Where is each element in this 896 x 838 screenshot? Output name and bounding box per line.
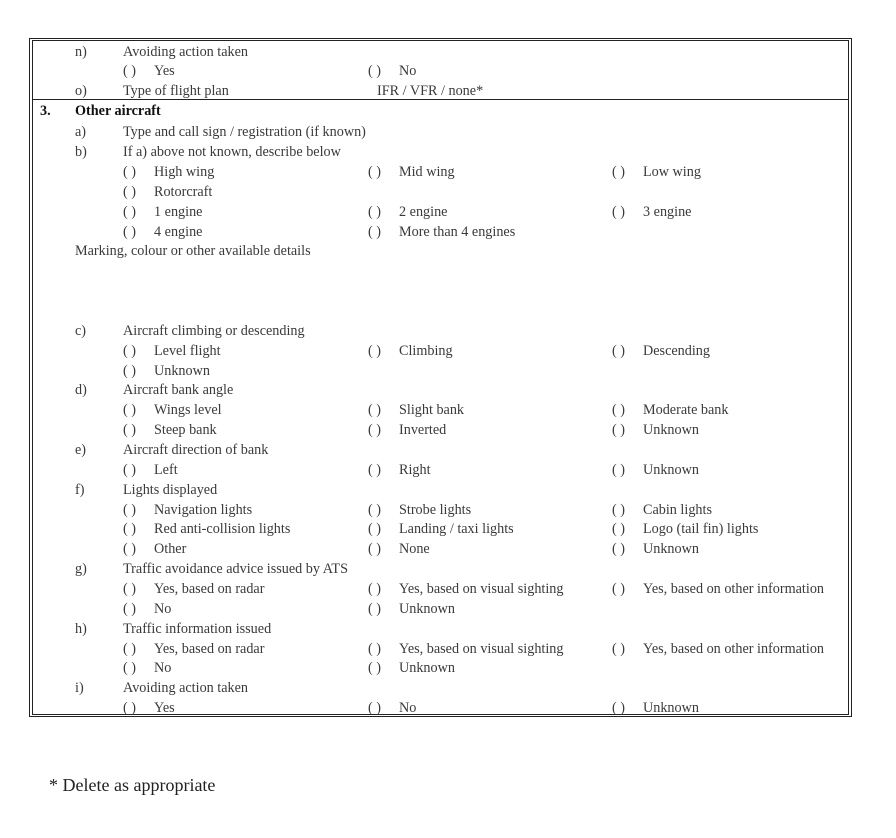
option-checkbox[interactable]: ( ) xyxy=(612,541,625,557)
option-label: Low wing xyxy=(643,164,701,180)
option-label: Unknown xyxy=(643,422,699,438)
question-number: b) xyxy=(75,144,87,160)
option-checkbox[interactable]: ( ) xyxy=(123,343,136,359)
option-label: No xyxy=(154,601,172,617)
option-checkbox[interactable]: ( ) xyxy=(368,502,381,518)
option-label: No xyxy=(399,63,417,79)
option-label: Level flight xyxy=(154,343,221,359)
question-number: i) xyxy=(75,680,84,696)
option-label: Yes, based on visual sighting xyxy=(399,581,564,597)
option-label: Yes, based on radar xyxy=(154,641,265,657)
option-label: No xyxy=(399,700,417,716)
option-label: Left xyxy=(154,462,178,478)
section-number: 3. xyxy=(40,103,51,119)
option-checkbox[interactable]: ( ) xyxy=(612,502,625,518)
option-checkbox[interactable]: ( ) xyxy=(368,402,381,418)
option-checkbox[interactable]: ( ) xyxy=(368,343,381,359)
option-checkbox[interactable]: ( ) xyxy=(368,224,381,240)
question-number: d) xyxy=(75,382,87,398)
option-label: Strobe lights xyxy=(399,502,472,518)
option-label: Landing / taxi lights xyxy=(399,521,514,537)
option-checkbox[interactable]: ( ) xyxy=(612,700,625,716)
option-label: Yes, based on radar xyxy=(154,581,265,597)
question-label: Aircraft climbing or descending xyxy=(123,323,305,339)
option-checkbox[interactable]: ( ) xyxy=(368,700,381,716)
option-checkbox[interactable]: ( ) xyxy=(612,462,625,478)
option-label: No xyxy=(154,660,172,676)
details-label: Marking, colour or other available details xyxy=(75,243,311,259)
option-checkbox[interactable]: ( ) xyxy=(368,601,381,617)
option-label: Unknown xyxy=(154,363,210,379)
option-checkbox[interactable]: ( ) xyxy=(123,204,136,220)
option-checkbox[interactable]: ( ) xyxy=(612,422,625,438)
question-label: Aircraft bank angle xyxy=(123,382,234,398)
option-label: Yes xyxy=(154,700,175,716)
option-checkbox[interactable]: ( ) xyxy=(612,402,625,418)
question-number: f) xyxy=(75,482,85,498)
question-label: If a) above not known, describe below xyxy=(123,144,341,160)
question-label: Aircraft direction of bank xyxy=(123,442,269,458)
option-checkbox[interactable]: ( ) xyxy=(123,641,136,657)
option-label: Navigation lights xyxy=(154,502,253,518)
footnote: * Delete as appropriate xyxy=(49,775,216,795)
option-checkbox[interactable]: ( ) xyxy=(123,363,136,379)
option-checkbox[interactable]: ( ) xyxy=(368,462,381,478)
option-checkbox[interactable]: ( ) xyxy=(368,541,381,557)
option-label: Mid wing xyxy=(399,164,455,180)
option-checkbox[interactable]: ( ) xyxy=(368,641,381,657)
option-label: Yes xyxy=(154,63,175,79)
option-label: Wings level xyxy=(154,402,222,418)
option-label: More than 4 engines xyxy=(399,224,516,240)
option-checkbox[interactable]: ( ) xyxy=(123,502,136,518)
option-checkbox[interactable]: ( ) xyxy=(123,601,136,617)
option-label: Inverted xyxy=(399,422,447,438)
option-label: Unknown xyxy=(399,601,455,617)
option-checkbox[interactable]: ( ) xyxy=(123,422,136,438)
option-label: Moderate bank xyxy=(643,402,729,418)
option-label: Rotorcraft xyxy=(154,184,213,200)
option-label: Climbing xyxy=(399,343,453,359)
question-label: Type and call sign / registration (if known) xyxy=(123,124,366,140)
question-number: h) xyxy=(75,621,87,637)
option-checkbox[interactable]: ( ) xyxy=(368,63,381,79)
option-checkbox[interactable]: ( ) xyxy=(368,204,381,220)
option-checkbox[interactable]: ( ) xyxy=(368,521,381,537)
section-divider xyxy=(33,99,848,100)
option-label: Red anti-collision lights xyxy=(154,521,291,537)
option-label: Slight bank xyxy=(399,402,465,418)
option-label: Yes, based on other information xyxy=(643,641,825,657)
option-label: Unknown xyxy=(643,541,699,557)
question-number: g) xyxy=(75,561,87,577)
option-label: 3 engine xyxy=(643,204,692,220)
question-number: a) xyxy=(75,124,87,140)
option-checkbox[interactable]: ( ) xyxy=(612,521,625,537)
option-checkbox[interactable]: ( ) xyxy=(123,521,136,537)
option-checkbox[interactable]: ( ) xyxy=(123,224,136,240)
option-label: Logo (tail fin) lights xyxy=(643,521,759,537)
option-checkbox[interactable]: ( ) xyxy=(612,164,625,180)
option-label: Yes, based on other information xyxy=(643,581,825,597)
option-label: Other xyxy=(154,541,187,557)
question-label: Traffic information issued xyxy=(123,621,272,637)
option-checkbox[interactable]: ( ) xyxy=(368,422,381,438)
question-label: Avoiding action taken xyxy=(123,44,249,60)
option-label: 2 engine xyxy=(399,204,448,220)
option-checkbox[interactable]: ( ) xyxy=(123,700,136,716)
option-checkbox[interactable]: ( ) xyxy=(612,641,625,657)
question-label: Traffic avoidance advice issued by ATS xyxy=(123,561,348,577)
option-label: Right xyxy=(399,462,431,478)
option-checkbox[interactable]: ( ) xyxy=(123,541,136,557)
question-label: Type of flight plan xyxy=(123,83,229,99)
option-label: None xyxy=(399,541,430,557)
option-checkbox[interactable]: ( ) xyxy=(368,164,381,180)
option-checkbox[interactable]: ( ) xyxy=(123,63,136,79)
question-number: e) xyxy=(75,442,87,458)
option-label: Unknown xyxy=(643,700,699,716)
option-label: Unknown xyxy=(643,462,699,478)
option-checkbox[interactable]: ( ) xyxy=(123,402,136,418)
option-checkbox[interactable]: ( ) xyxy=(123,164,136,180)
flight-plan-options: IFR / VFR / none* xyxy=(377,83,484,99)
question-number: c) xyxy=(75,323,87,339)
option-label: Yes, based on visual sighting xyxy=(399,641,564,657)
option-label: Descending xyxy=(643,343,710,359)
question-label: Avoiding action taken xyxy=(123,680,249,696)
option-label: Steep bank xyxy=(154,422,217,438)
option-label: High wing xyxy=(154,164,215,180)
option-label: Unknown xyxy=(399,660,455,676)
option-checkbox[interactable]: ( ) xyxy=(123,462,136,478)
section-title: Other aircraft xyxy=(75,103,161,119)
option-label: 1 engine xyxy=(154,204,203,220)
option-checkbox[interactable]: ( ) xyxy=(612,581,625,597)
question-number: n) xyxy=(75,44,87,60)
option-label: Cabin lights xyxy=(643,502,712,518)
option-checkbox[interactable]: ( ) xyxy=(123,660,136,676)
option-checkbox[interactable]: ( ) xyxy=(123,581,136,597)
question-number: o) xyxy=(75,83,87,99)
option-checkbox[interactable]: ( ) xyxy=(123,184,136,200)
option-label: 4 engine xyxy=(154,224,203,240)
question-label: Lights displayed xyxy=(123,482,218,498)
option-checkbox[interactable]: ( ) xyxy=(612,343,625,359)
option-checkbox[interactable]: ( ) xyxy=(368,581,381,597)
option-checkbox[interactable]: ( ) xyxy=(368,660,381,676)
option-checkbox[interactable]: ( ) xyxy=(612,204,625,220)
